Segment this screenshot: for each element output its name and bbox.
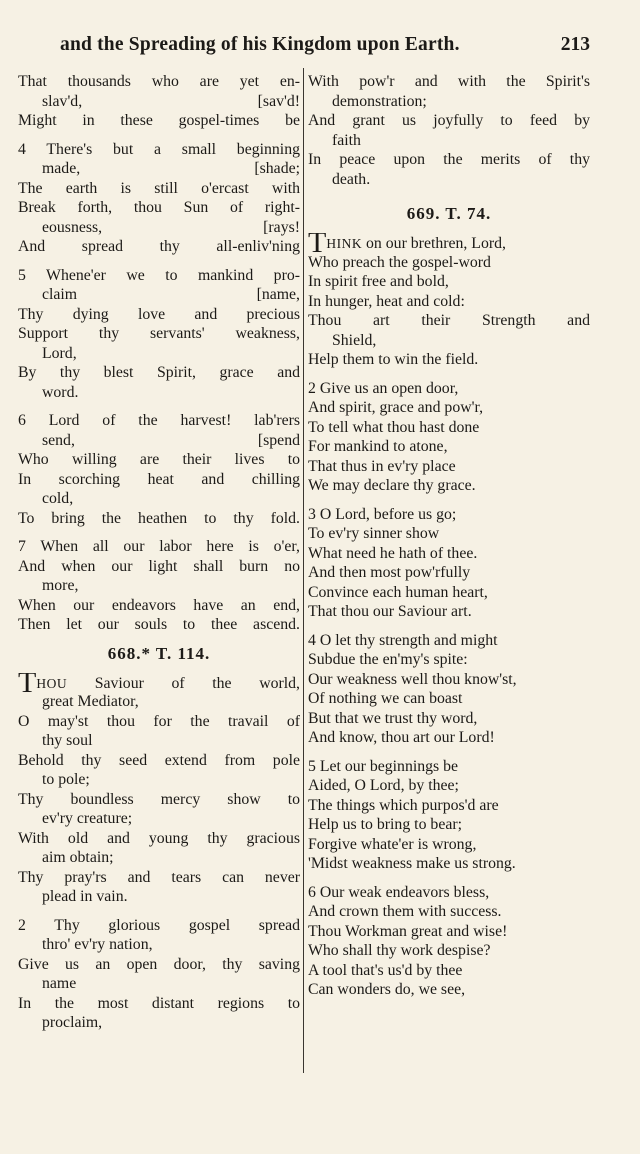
verse-line: Give us an open door, thy saving <box>18 955 300 973</box>
verse-line: And crown them with success. <box>308 903 502 920</box>
verse-line: In hunger, heat and cold: <box>308 292 465 310</box>
verse-line: 6 Lord of the harvest! lab'rers <box>18 412 300 429</box>
verse-line: That thousands who are yet en- <box>18 73 300 90</box>
verse-line: And when our light shall burn no <box>18 557 300 575</box>
verse-line: ev'ry creature; <box>42 810 133 827</box>
verse-line: In spirit free and bold, <box>308 273 449 290</box>
verse-line-carryover: [name, <box>256 286 300 303</box>
verse-line: proclaim, <box>42 1014 103 1031</box>
verse-line: What need he hath of thee. <box>308 544 478 562</box>
verse-line: To tell what thou hast done <box>308 418 480 436</box>
verse-line: The earth is still o'ercast with <box>18 179 300 197</box>
verse-line: Our weakness well thou know'st, <box>308 670 517 688</box>
verse-line: death. <box>332 170 371 188</box>
verse-line-start: eousness, <box>42 218 103 236</box>
verse-line: Who willing are their lives to <box>18 451 300 468</box>
verse-line: Help them to win the field. <box>308 351 479 368</box>
verse-line: Thou art their Strength and <box>308 312 590 329</box>
verse-line: Convince each human heart, <box>308 583 488 601</box>
verse-line: word. <box>42 383 79 401</box>
verse-line: That thus in ev'ry place <box>308 457 456 475</box>
verse-line: plead in vain. <box>42 888 128 905</box>
verse-line: For mankind to atone, <box>308 438 448 455</box>
verse-line: Support thy servants' weakness, <box>18 325 300 342</box>
verse-line: A tool that's us'd by thee <box>308 961 463 979</box>
first-word-rest: HINK <box>326 236 363 251</box>
first-word-rest: HOU <box>36 675 68 691</box>
hymn-668-first-line <box>18 673 300 693</box>
verse-line: Aided, O Lord, by thee; <box>308 777 459 794</box>
stanza-gap <box>18 131 300 140</box>
verse-line: Thy dying love and precious <box>18 305 300 323</box>
verse-line: In peace upon the merits of thy <box>308 151 590 168</box>
verse-line: 4 O let thy strength and might <box>308 631 498 649</box>
verse-line-start: send, <box>42 431 75 449</box>
verse-line: When our endeavors have an end, <box>18 596 300 614</box>
stanza-gap <box>308 748 590 757</box>
verse-line: Thou Workman great and wise! <box>308 922 508 940</box>
verse-line-carryover: [sav'd! <box>257 92 300 110</box>
verse-line: But that we trust thy word, <box>308 709 478 727</box>
page-number: 213 <box>560 34 590 55</box>
verse-line: With old and young thy gracious <box>18 829 300 847</box>
hymn-668-heading: 668.* T. 114. <box>107 643 211 663</box>
stanza-gap <box>18 907 300 916</box>
verse-line: Who shall thy work despise? <box>308 942 491 959</box>
verse-line: Thy boundless mercy show to <box>18 790 300 808</box>
column-divider <box>303 68 304 1073</box>
first-line-rest: on our brethren, Lord, <box>362 235 506 252</box>
verse-line: Can wonders do, we see, <box>308 981 466 998</box>
verse-line: thro' ev'ry nation, <box>42 936 153 953</box>
verse-line: Lord, <box>42 344 77 362</box>
verse-line: Behold thy seed extend from pole <box>18 751 300 769</box>
verse-line: That thou our Saviour art. <box>308 603 472 620</box>
verse-line: to pole; <box>42 771 90 788</box>
stanza-gap <box>308 496 590 505</box>
hymn-669-heading: 669. T. 74. <box>406 204 492 223</box>
verse-line: Then let our souls to thee ascend. <box>18 616 300 633</box>
running-header <box>60 34 590 62</box>
hymn-669-first-line <box>308 233 590 253</box>
verse-line <box>18 285 300 305</box>
verse-line-carryover: [shade; <box>254 160 300 177</box>
stanza-gap <box>308 874 590 883</box>
verse-line: Might in these gospel-times be <box>18 112 300 129</box>
verse-line: And then most pow'rfully <box>308 564 471 581</box>
verse-line: Subdue the en'my's spite: <box>308 651 468 668</box>
verse-line: O may'st thou for the travail of <box>18 712 300 730</box>
verse-line: And grant us joyfully to feed by <box>308 112 590 129</box>
verse-line: 2 Thy glorious gospel spread <box>18 916 300 934</box>
verse-line: name <box>42 975 77 992</box>
verse-line: Forgive whate'er is wrong, <box>308 835 477 853</box>
verse-line: more, <box>42 577 79 594</box>
verse-line: And know, thou art our Lord! <box>308 729 495 746</box>
verse-line: great Mediator, <box>42 693 139 710</box>
verse-line: By thy blest Spirit, grace and <box>18 364 300 381</box>
verse-line <box>18 431 300 451</box>
verse-line: 5 Whene'er we to mankind pro- <box>18 266 300 284</box>
dropcap: T <box>18 672 37 692</box>
verse-line: 4 There's but a small beginning <box>18 140 300 158</box>
verse-line: aim obtain; <box>42 849 114 866</box>
verse-line: And spread thy all-enliv'ning <box>18 238 300 255</box>
verse-line: Of nothing we can boast <box>308 690 463 707</box>
verse-line: 7 When all our labor here is o'er, <box>18 538 300 555</box>
left-continued-verses <box>18 72 300 635</box>
verse-line <box>18 92 300 112</box>
verse-line: faith <box>332 131 361 149</box>
verse-line: To ev'ry sinner show <box>308 525 440 542</box>
stanza-gap <box>18 528 300 537</box>
verse-line: 3 O Lord, before us go; <box>308 505 457 523</box>
verse-line: 'Midst weakness make us strong. <box>308 855 516 872</box>
first-line-rest: Saviour of the world, <box>67 674 300 692</box>
verse-line: With pow'r and with the Spirit's <box>308 73 590 90</box>
verse-line: 6 Our weak endeavors bless, <box>308 883 490 901</box>
hymn-668-verses <box>18 692 300 1033</box>
verse-line-start: slav'd, <box>42 92 83 110</box>
verse-line: We may declare thy grace. <box>308 477 476 494</box>
verse-line: Thy pray'rs and tears can never <box>18 868 300 886</box>
verse-line: And spirit, grace and pow'r, <box>308 399 484 416</box>
verse-line: Who preach the gospel-word <box>308 253 491 271</box>
verse-line-carryover: [rays! <box>263 218 300 236</box>
verse-line: In scorching heat and chilling <box>18 470 300 488</box>
verse-line: thy soul <box>42 732 93 749</box>
verse-line <box>18 159 300 179</box>
stanza-gap <box>308 370 590 379</box>
verse-line: The things which purpos'd are <box>308 796 499 814</box>
right-column <box>308 72 590 1082</box>
stanza-gap <box>18 402 300 411</box>
hymn-669-verses <box>308 253 590 1000</box>
verse-line: cold, <box>42 490 74 507</box>
verse-line: Break forth, thou Sun of right- <box>18 199 300 216</box>
right-continued-verses <box>308 72 590 189</box>
stanza-gap <box>308 622 590 631</box>
dropcap: T <box>308 233 327 253</box>
verse-line: In the most distant regions to <box>18 994 300 1012</box>
verse-line-start: claim <box>42 286 78 303</box>
verse-line-carryover: [spend <box>257 431 300 449</box>
left-column <box>18 72 300 1082</box>
verse-line: Shield, <box>332 331 377 349</box>
verse-line: 2 Give us an open door, <box>308 379 459 397</box>
stanza-gap <box>18 257 300 266</box>
verse-line-start: made, <box>42 160 81 177</box>
running-title: and the Spreading of his Kingdom upon Earth. <box>60 34 460 55</box>
verse-line: To bring the heathen to thy fold. <box>18 509 300 527</box>
verse-line: 5 Let our beginnings be <box>308 757 459 775</box>
verse-line: Help us to bring to bear; <box>308 816 462 833</box>
verse-line <box>18 218 300 238</box>
verse-line: demonstration; <box>332 92 427 110</box>
